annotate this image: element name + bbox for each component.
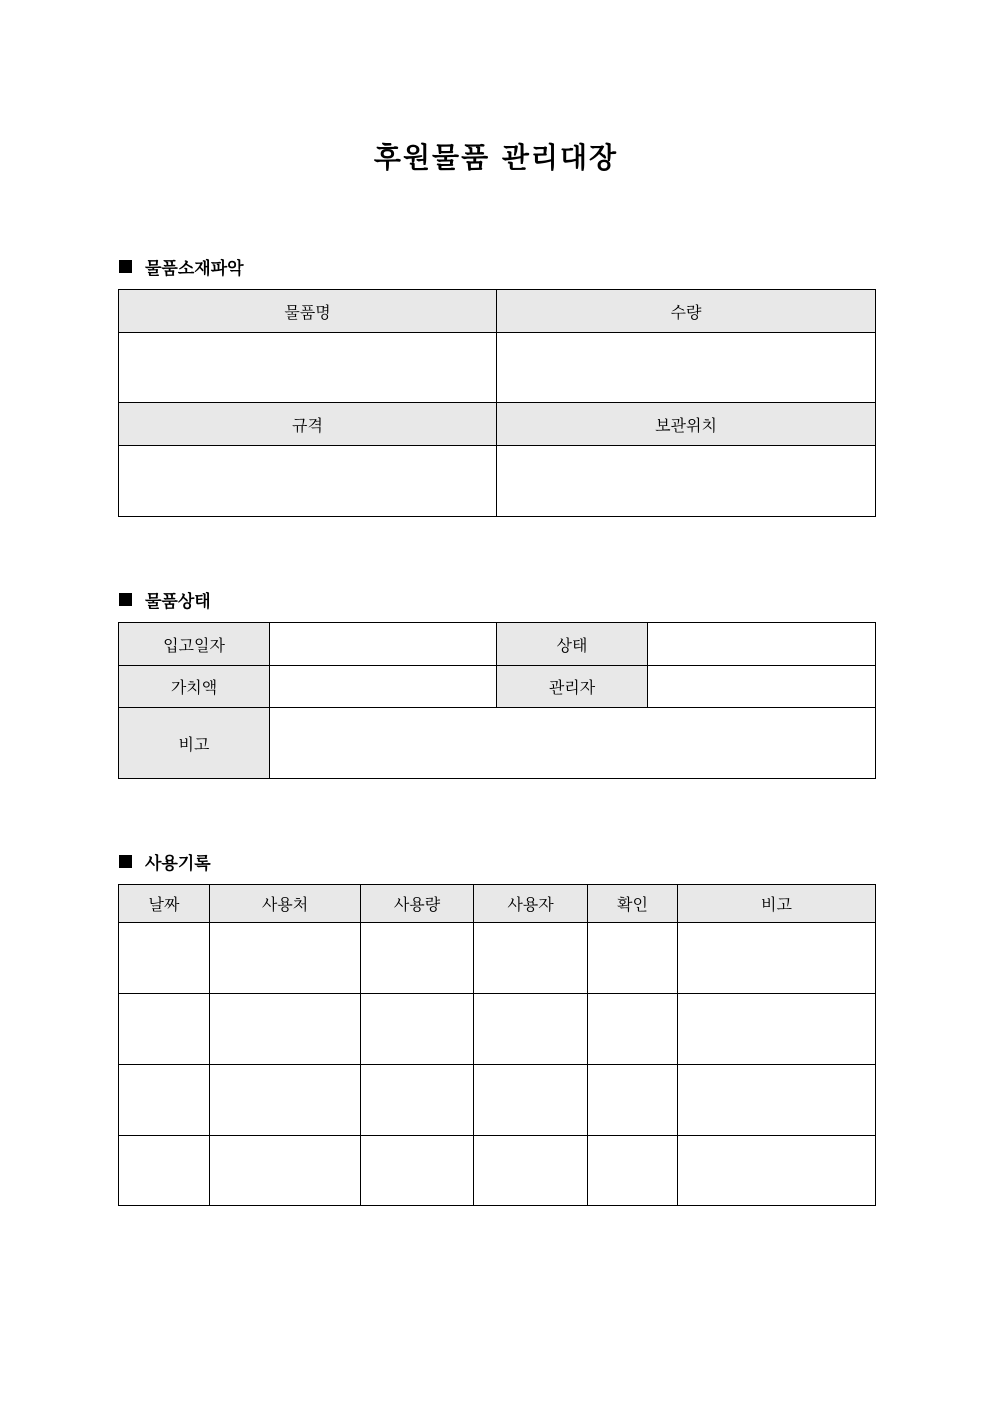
section-heading-usage-record: [119, 849, 211, 874]
manager-cell[interactable]: [648, 666, 876, 708]
table-row: [119, 923, 876, 994]
usage-amount-cell[interactable]: [361, 994, 474, 1065]
section-heading-label: 물품소재파악: [145, 259, 244, 279]
date-cell[interactable]: [119, 923, 210, 994]
usage-amount-cell[interactable]: [361, 923, 474, 994]
value-label: 가치액: [119, 666, 270, 708]
spec-header: 규격: [119, 403, 497, 446]
column-header-usage-place: 사용처: [210, 885, 361, 923]
usage-place-cell[interactable]: [210, 1065, 361, 1136]
item-name-header: 물품명: [119, 290, 497, 333]
black-square-icon: [119, 593, 132, 606]
storage-location-cell[interactable]: [497, 446, 876, 517]
section-heading-item-location: [119, 254, 244, 279]
received-date-label: 입고일자: [119, 623, 270, 666]
item-name-cell[interactable]: [119, 333, 497, 403]
section-heading-item-status: [119, 587, 211, 612]
section-heading-label: 물품상태: [145, 592, 211, 612]
table-row: [119, 994, 876, 1065]
received-date-cell[interactable]: [270, 623, 497, 666]
remarks-cell[interactable]: [678, 923, 876, 994]
table-row: [119, 1136, 876, 1206]
storage-location-header: 보관위치: [497, 403, 876, 446]
remarks-cell[interactable]: [270, 708, 876, 779]
usage-amount-cell[interactable]: [361, 1136, 474, 1206]
confirm-cell[interactable]: [588, 1136, 678, 1206]
item-location-table: [118, 289, 876, 517]
table-row: [119, 1065, 876, 1136]
remarks-label: 비고: [119, 708, 270, 779]
black-square-icon: [119, 855, 132, 868]
usage-place-cell[interactable]: [210, 923, 361, 994]
quantity-cell[interactable]: [497, 333, 876, 403]
remarks-cell[interactable]: [678, 994, 876, 1065]
column-header-usage-amount: 사용량: [361, 885, 474, 923]
user-cell[interactable]: [474, 1065, 588, 1136]
section-heading-label: 사용기록: [145, 854, 211, 874]
black-square-icon: [119, 260, 132, 273]
column-header-user: 사용자: [474, 885, 588, 923]
manager-label: 관리자: [497, 666, 648, 708]
status-cell[interactable]: [648, 623, 876, 666]
value-cell[interactable]: [270, 666, 497, 708]
user-cell[interactable]: [474, 1136, 588, 1206]
confirm-cell[interactable]: [588, 1065, 678, 1136]
usage-place-cell[interactable]: [210, 1136, 361, 1206]
date-cell[interactable]: [119, 1065, 210, 1136]
usage-amount-cell[interactable]: [361, 1065, 474, 1136]
usage-record-table: [118, 884, 876, 1206]
page-title: 후원물품 관리대장: [373, 141, 619, 174]
item-status-table: [118, 622, 876, 779]
user-cell[interactable]: [474, 923, 588, 994]
quantity-header: 수량: [497, 290, 876, 333]
remarks-cell[interactable]: [678, 1136, 876, 1206]
spec-cell[interactable]: [119, 446, 497, 517]
column-header-confirm: 확인: [588, 885, 678, 923]
date-cell[interactable]: [119, 994, 210, 1065]
date-cell[interactable]: [119, 1136, 210, 1206]
confirm-cell[interactable]: [588, 994, 678, 1065]
remarks-cell[interactable]: [678, 1065, 876, 1136]
column-header-remarks: 비고: [678, 885, 876, 923]
confirm-cell[interactable]: [588, 923, 678, 994]
usage-place-cell[interactable]: [210, 994, 361, 1065]
column-header-date: 날짜: [119, 885, 210, 923]
status-label: 상태: [497, 623, 648, 666]
user-cell[interactable]: [474, 994, 588, 1065]
